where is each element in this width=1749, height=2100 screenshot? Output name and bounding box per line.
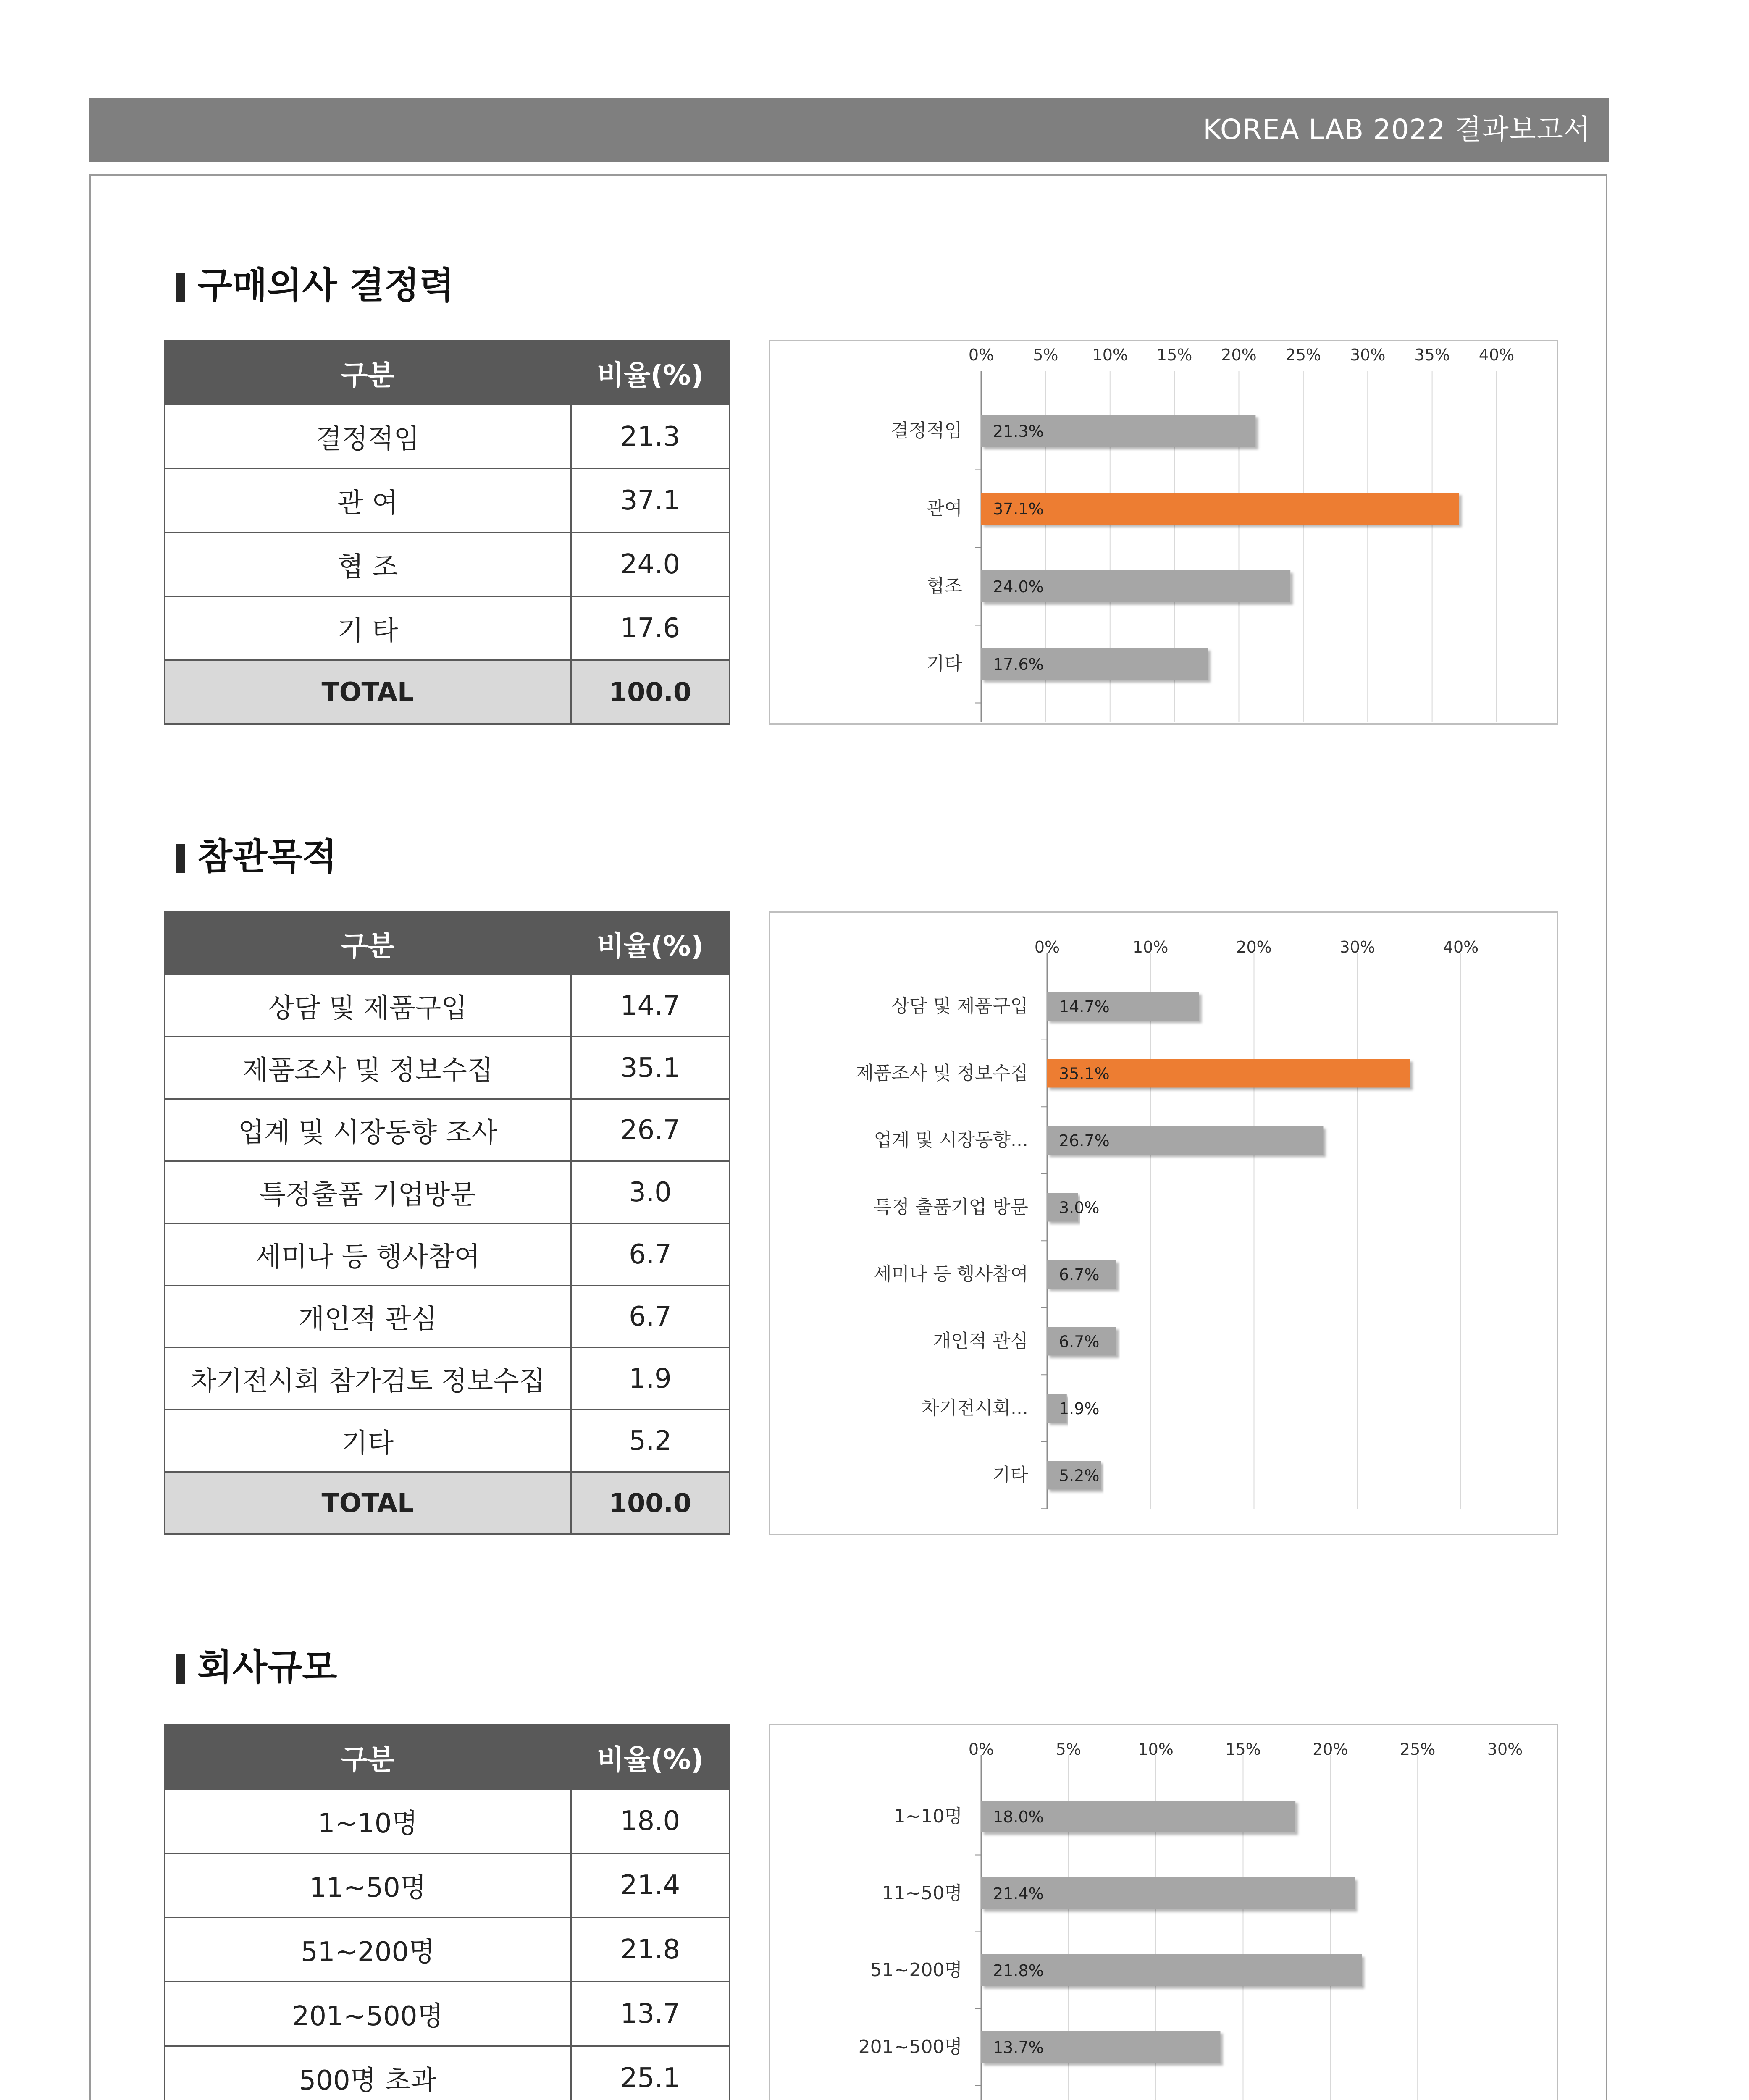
data-label: 21.3% [993,422,1044,441]
data-label: 24.0% [993,578,1044,596]
x-tick-label: 20% [1236,938,1272,956]
section-title-text: 구매의사 결정력 [197,265,454,307]
category-label: 개인적 관심 [933,1330,1028,1352]
row-label: 세미나 등 행사참여 [165,1223,571,1286]
x-tick-label: 25% [1285,346,1321,364]
category-label: 51~200명 [870,1959,962,1981]
category-label: 관여 [926,498,962,519]
x-tick-label: 20% [1221,346,1257,364]
table-row [165,405,730,469]
table-total-row [165,1472,730,1534]
row-value: 5.2 [571,1410,730,1472]
row-label: 51~200명 [165,1918,571,1982]
report-header [89,98,1609,162]
chart-svg [770,341,1557,723]
data-label: 26.7% [1059,1131,1110,1150]
bar [981,493,1459,525]
company-size-bar-chart [769,1724,1558,2100]
row-value: 21.4 [571,1853,730,1918]
row-value: 6.7 [571,1286,730,1348]
row-value: 17.6 [571,596,730,660]
category-label: 차기전시회... [921,1397,1028,1419]
table-row [165,1037,730,1099]
table-row [165,1789,730,1853]
section-title-company-size [176,1644,337,1690]
row-label: 제품조사 및 정보수집 [165,1037,571,1099]
x-tick-label: 35% [1414,346,1450,364]
table-row [165,1223,730,1286]
row-value: 21.8 [571,1918,730,1982]
x-tick-label: 0% [968,346,994,364]
data-label: 3.0% [1059,1198,1100,1217]
row-value: 6.7 [571,1223,730,1286]
column-header-category: 구분 [165,912,571,975]
row-label: 1~10명 [165,1789,571,1853]
table-row [165,1161,730,1223]
row-label: 201~500명 [165,1982,571,2046]
table-row [165,533,730,596]
row-value: 14.7 [571,975,730,1037]
row-label: 500명 초과 [165,2046,571,2100]
decision-bar-chart [769,340,1558,724]
row-label: 결정적임 [165,405,571,469]
category-label: 결정적임 [890,420,962,441]
data-label: 18.0% [993,1808,1044,1826]
category-label: 특정 출품기업 방문 [873,1196,1028,1218]
total-label: TOTAL [165,660,571,724]
table-row [165,2046,730,2100]
category-label: 11~50명 [882,1882,962,1904]
x-tick-label: 0% [968,1740,994,1759]
category-label: 1~10명 [893,1806,962,1827]
row-value: 3.0 [571,1161,730,1223]
row-label: 업계 및 시장동향 조사 [165,1099,571,1161]
category-label: 업계 및 시장동향... [874,1129,1028,1151]
data-label: 17.6% [993,655,1044,674]
x-tick-label: 40% [1443,938,1479,956]
total-value: 100.0 [571,1472,730,1534]
x-tick-label: 15% [1225,1740,1261,1759]
data-label: 5.2% [1059,1466,1100,1485]
company-size-table [164,1724,730,2100]
section-marker [176,1654,185,1684]
table-row [165,1982,730,2046]
category-label: 제품조사 및 정보수집 [856,1062,1028,1084]
row-value: 21.3 [571,405,730,469]
category-label: 기타 [926,653,962,675]
section-title-text: 참관목적 [197,836,337,878]
x-tick-label: 25% [1400,1740,1436,1759]
x-tick-label: 30% [1487,1740,1523,1759]
row-value: 35.1 [571,1037,730,1099]
row-label: 관 여 [165,469,571,533]
table-total-row [165,660,730,724]
x-tick-label: 40% [1479,346,1515,364]
category-label: 세미나 등 행사참여 [873,1263,1028,1285]
table-row [165,1286,730,1348]
x-tick-label: 30% [1339,938,1375,956]
x-tick-label: 5% [1033,346,1058,364]
x-tick-label: 5% [1056,1740,1081,1759]
column-header-category: 구분 [165,341,571,405]
report-title: KOREA LAB 2022 결과보고서 [1203,113,1591,146]
table-row [165,1348,730,1410]
row-value: 13.7 [571,1982,730,2046]
data-label: 37.1% [993,500,1044,518]
table-row [165,975,730,1037]
row-label: 11~50명 [165,1853,571,1918]
x-tick-label: 0% [1034,938,1060,956]
table-row [165,1410,730,1472]
column-header-ratio: 비율(%) [571,341,730,405]
purpose-bar-chart [769,911,1558,1535]
row-label: 특정출품 기업방문 [165,1161,571,1223]
chart-svg [770,913,1557,1534]
section-title-purpose [176,834,337,880]
total-value: 100.0 [571,660,730,724]
category-label: 상담 및 제품구입 [891,995,1028,1017]
row-value: 18.0 [571,1789,730,1853]
section-marker [176,273,185,302]
row-value: 26.7 [571,1099,730,1161]
column-header-ratio: 비율(%) [571,912,730,975]
row-value: 1.9 [571,1348,730,1410]
total-label: TOTAL [165,1472,571,1534]
category-label: 201~500명 [858,2036,962,2058]
data-label: 21.8% [993,1961,1044,1980]
table-row [165,596,730,660]
section-marker [176,844,185,873]
table-row [165,1099,730,1161]
table-row [165,1918,730,1982]
purpose-table [164,911,730,1535]
section-title-text: 회사규모 [197,1646,337,1688]
row-label: 개인적 관심 [165,1286,571,1348]
row-value: 37.1 [571,469,730,533]
row-value: 24.0 [571,533,730,596]
chart-svg [770,1725,1557,2100]
data-label: 6.7% [1059,1265,1100,1284]
row-label: 기 타 [165,596,571,660]
category-label: 기타 [992,1464,1028,1486]
x-tick-label: 15% [1156,346,1192,364]
section-title-decision [176,262,454,309]
data-label: 14.7% [1059,998,1110,1016]
category-label: 협조 [926,575,962,597]
table-row [165,1853,730,1918]
column-header-ratio: 비율(%) [571,1725,730,1789]
data-label: 35.1% [1059,1064,1110,1083]
row-label: 협 조 [165,533,571,596]
data-label: 6.7% [1059,1332,1100,1351]
x-tick-label: 10% [1133,938,1169,956]
decision-table [164,340,730,724]
x-tick-label: 30% [1350,346,1386,364]
row-label: 기타 [165,1410,571,1472]
data-label: 1.9% [1059,1399,1100,1418]
x-tick-label: 10% [1138,1740,1174,1759]
data-label: 13.7% [993,2038,1044,2057]
x-tick-label: 20% [1313,1740,1348,1759]
column-header-category: 구분 [165,1725,571,1789]
table-row [165,469,730,533]
row-value: 25.1 [571,2046,730,2100]
row-label: 상담 및 제품구입 [165,975,571,1037]
data-label: 21.4% [993,1885,1044,1903]
row-label: 차기전시회 참가검토 정보수집 [165,1348,571,1410]
x-tick-label: 10% [1092,346,1128,364]
